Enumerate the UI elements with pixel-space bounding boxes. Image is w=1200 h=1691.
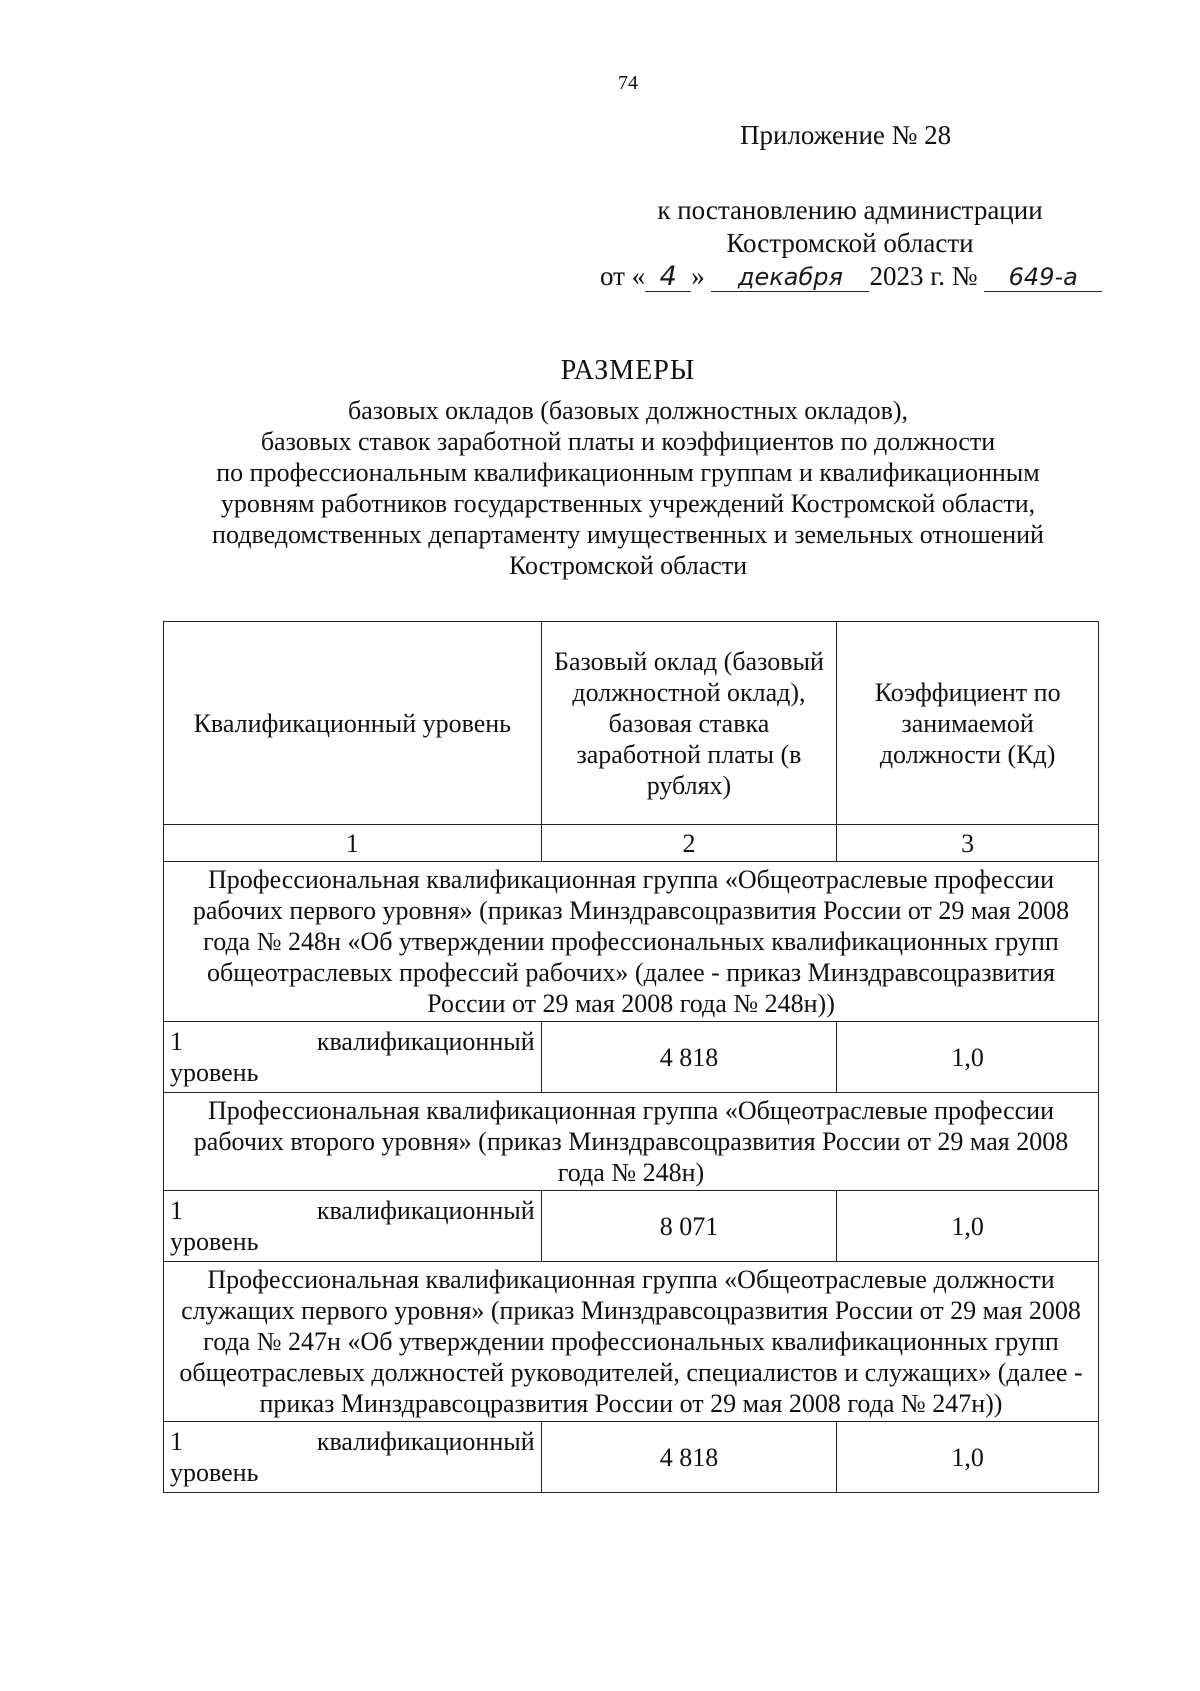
handwritten-month: декабря	[711, 263, 869, 292]
group-row	[164, 1262, 1099, 1422]
group-row	[164, 1093, 1099, 1191]
salary-table	[163, 621, 1099, 1493]
level-word-2: уровень	[170, 1227, 259, 1256]
handwritten-number: 649-а	[984, 263, 1102, 292]
document-subtitle	[150, 395, 1106, 581]
decree-reference	[600, 194, 1100, 293]
document-title: РАЗМЕРЫ	[560, 355, 696, 386]
level-word-2: уровень	[170, 1058, 259, 1087]
group-title: Профессиональная квалификационная группа «Общеотраслевые должности служащих первого уровня» (приказ Минздравсоцразвития России от 29 мая 2008 года № 247н «Об утверждении профессиональных квалификационных групп общеотраслевых должностей руководителей, специалистов и служащих» (далее - приказ Минздравсоцразвития России от 29 мая 2008 года № 247н))	[164, 1262, 1099, 1422]
page-number: 74	[618, 72, 638, 94]
level-cell	[164, 1191, 542, 1262]
table-row	[164, 1422, 1099, 1493]
subtitle-line: по профессиональным квалификационным группам и квалификационным	[216, 458, 1040, 487]
salary-value: 4 818	[541, 1422, 837, 1493]
salary-value: 8 071	[541, 1191, 837, 1262]
salary-value: 4 818	[541, 1022, 837, 1093]
coefficient-value: 1,0	[837, 1422, 1099, 1493]
column-numbers-row	[164, 825, 1099, 862]
subtitle-line: Костромской области	[508, 551, 748, 580]
date-mid: »	[691, 261, 705, 291]
level-number: 1	[170, 1196, 183, 1225]
level-cell	[164, 1422, 542, 1493]
column-number: 1	[164, 825, 542, 862]
table-row	[164, 1191, 1099, 1262]
appendix-label: Приложение № 28	[740, 120, 952, 150]
level-word-2: уровень	[170, 1458, 259, 1487]
column-number: 3	[837, 825, 1099, 862]
header-coefficient: Коэффициент по занимаемой должности (Кд)	[837, 622, 1099, 825]
column-number: 2	[541, 825, 837, 862]
date-prefix: от «	[600, 261, 646, 291]
handwritten-day: 4	[645, 263, 691, 292]
header-qualification-level: Квалификационный уровень	[164, 622, 542, 825]
table-header-row	[164, 622, 1099, 825]
level-cell	[164, 1022, 542, 1093]
subtitle-line: базовых окладов (базовых должностных окладов),	[347, 396, 909, 425]
decree-line-2: Костромской области	[726, 228, 974, 258]
subtitle-line: базовых ставок заработной платы и коэффициентов по должности	[260, 427, 996, 456]
group-title: Профессиональная квалификационная группа «Общеотраслевые профессии рабочих первого уровня» (приказ Минздравсоцразвития России от 29 мая 2008 года № 248н «Об утверждении профессиональных квалификационных групп общеотраслевых профессий рабочих» (далее - приказ Минздравсоцразвития России от 29 мая 2008 года № 248н))	[164, 862, 1099, 1022]
level-word: квалификационный	[316, 1427, 535, 1456]
decree-date	[600, 260, 1100, 293]
level-number: 1	[170, 1427, 183, 1456]
level-number: 1	[170, 1027, 183, 1056]
table-row	[164, 1022, 1099, 1093]
coefficient-value: 1,0	[837, 1191, 1099, 1262]
subtitle-line: уровням работников государственных учреждений Костромской области,	[220, 489, 1036, 518]
level-word: квалификационный	[316, 1196, 535, 1225]
decree-line-1: к постановлению администрации	[657, 195, 1043, 225]
level-word: квалификационный	[316, 1027, 535, 1056]
date-year: 2023 г. №	[869, 261, 978, 291]
group-title: Профессиональная квалификационная группа «Общеотраслевые профессии рабочих второго уровня» (приказ Минздравсоцразвития России от 29 мая 2008 года № 248н)	[164, 1093, 1099, 1191]
subtitle-line: подведомственных департаменту имущественных и земельных отношений	[212, 520, 1044, 549]
coefficient-value: 1,0	[837, 1022, 1099, 1093]
header-base-salary: Базовый оклад (базовый должностной оклад), базовая ставка заработной платы (в рублях)	[541, 622, 837, 825]
group-row	[164, 862, 1099, 1022]
